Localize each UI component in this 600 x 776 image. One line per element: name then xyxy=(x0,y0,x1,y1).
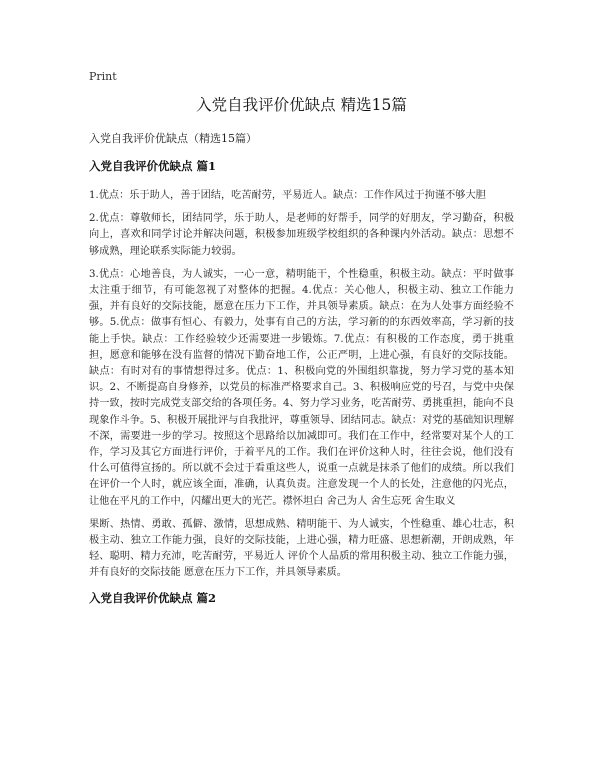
section-heading: 入党自我评价优缺点 篇1 xyxy=(89,159,217,173)
paragraph: 3.优点：心地善良，为人诚实，一心一意，精明能干，个性稳重，积极主动。缺点：平时做事太注重于细节，有可能忽视了对整体的把握。4.优点：关心他人，积极主动、独立工作能力强，并有良好的交际技能，愿意在压力下工作，并具领导素质。缺点：在为人处事方面经验不够。5.优点：做事有恒心、有毅力，处事有自己的方法，学习新的的东西效率高，学习新的技能上手快。缺点：工作经验较少还需要进一步锻炼。7.优点：有积极的工作态度，勇于挑重担，愿意和能够在没有监督的情况下勤奋地工作，公正严明，上进心强，有良好的交际技能。缺点：有时对有的事情想得过多。优点：1、积极向党的外围组织靠拢，努力学习党的基本知识。2、不断提高自身修养，以党员的标准严格要求自己。3、积极响应党的号召，与党中央保持一致，按时完成党支部交给的各项任务。4、努力学习业务，吃苦耐劳、勇挑重担，能向不良现象作斗争。5、积极开展批评与自我批评，尊重领导、团结同志。缺点：对党的基础知识理解不深，需要进一步的学习。按照这个思路给以加减即可。我们在工作中，经常要对某个人的工作，学习及其它方面进行评价，于着平凡的工作。我们在评价这种人时，往往会说，他们没有什么可值得宣扬的。所以就不会过于看重这些人，说重一点就是抹杀了他们的成绩。所以我们在评价一个人时，就应该全面，准确，认真负责。注意发现一个人的长处，注意他的闪光点，让他在平凡的工作中，闪耀出更大的光芒。襟怀坦白 舍己为人 舍生忘死 舍生取义 xyxy=(89,268,514,507)
section-2 xyxy=(89,591,514,606)
section-heading: 入党自我评价优缺点 篇2 xyxy=(89,590,217,605)
section-1 xyxy=(89,159,514,582)
paragraph: 1.优点：乐于助人，善于团结，吃苦耐劳，平易近人。缺点：工作作风过于拘谨不够大胆 xyxy=(89,190,486,201)
document-title: 入党自我评价优缺点 精选15篇 xyxy=(196,96,407,114)
print-label[interactable]: Print xyxy=(89,70,117,83)
document-subtitle: 入党自我评价优缺点（精选15篇） xyxy=(89,132,257,145)
paragraph: 果断、热情、勇敢、孤僻、激情，思想成熟、精明能干、为人诚实，个性稳重、雄心壮志，积极主动、独立工作能力强，良好的交际技能，上进心强，精力旺盛、思想新潮，开朗成熟，年轻、聪明、精力充沛，吃苦耐劳，平易近人 评价个人品质的常用积极主动、独立工作能力强，并有良好的交际技能 愿意在压力下工作，并具领导素质。 xyxy=(89,518,514,579)
paragraph: 2.优点：尊敬师长，团结同学，乐于助人，是老师的好帮手，同学的好朋友，学习勤奋，积极向上，喜欢和同学讨论并解决问题，积极参加班级学校组织的各种课内外活动。缺点：思想不够成熟，理论联系实际能力较弱。 xyxy=(89,213,514,257)
